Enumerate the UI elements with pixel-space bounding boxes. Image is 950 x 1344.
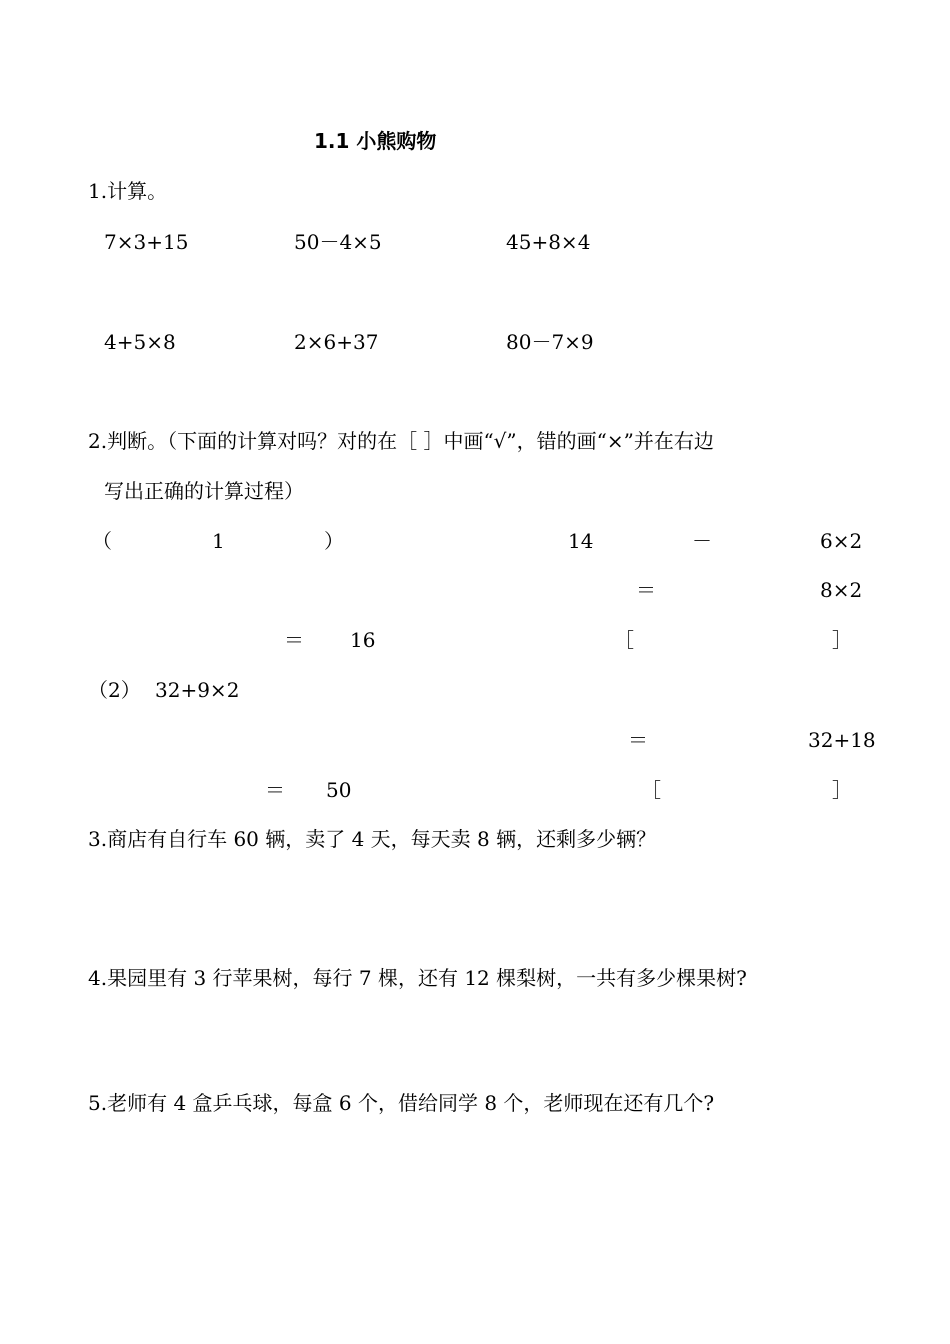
q3-text: 3.商店有自行车 60 辆，卖了 4 天，每天卖 8 辆，还剩多少辆？ (88, 827, 657, 851)
q4-text: 4.果园里有 3 行苹果树，每行 7 棵，还有 12 棵梨树，一共有多少棵果树? (88, 966, 747, 990)
q1-expr: 4+5×8 (104, 330, 176, 354)
q2-p1-answer-bracket-left[interactable]: ［ (614, 628, 634, 652)
q2-p2-result: 50 (326, 778, 352, 802)
q2-p1-operand: 14 (568, 529, 594, 553)
q2-p1-number: 1 (212, 529, 225, 553)
q2-p1-result: 16 (350, 628, 376, 652)
q2-p1-step: 8×2 (820, 578, 863, 602)
q2-p1-close-paren: ） (324, 529, 344, 553)
page-title: 1.1 小熊购物 (314, 129, 437, 153)
q2-p2-equals: ＝ (628, 728, 648, 752)
q2-p1-equals: ＝ (284, 628, 304, 652)
q2-p1-answer-bracket-right[interactable]: ］ (832, 628, 852, 652)
q1-expr: 80－7×9 (506, 330, 594, 354)
q2-p2-answer-bracket-left[interactable]: ［ (641, 778, 661, 802)
q2-p1-operand: 6×2 (820, 529, 863, 553)
q1-expr: 45+8×4 (506, 230, 591, 254)
q1-label: 1.计算。 (88, 179, 168, 203)
q2-p2-expr: 32+9×2 (155, 678, 240, 702)
q2-p2-answer-bracket-right[interactable]: ］ (832, 778, 852, 802)
q2-p2-step: 32+18 (808, 728, 876, 752)
q1-expr: 2×6+37 (294, 330, 379, 354)
q2-p1-open-paren: （ (92, 529, 112, 553)
q2-p2-equals: ＝ (265, 778, 285, 802)
q1-expr: 50－4×5 (294, 230, 382, 254)
q2-p1-minus: － (692, 529, 712, 553)
q2-p2-label: （2） (88, 678, 141, 702)
q2-label-cont: 写出正确的计算过程） (104, 479, 304, 503)
q2-p1-equals: ＝ (636, 578, 656, 602)
q1-expr: 7×3+15 (104, 230, 189, 254)
q2-label: 2.判断。（下面的计算对吗？对的在［ ］中画“√”，错的画“×”并在右边 (88, 429, 714, 453)
q5-text: 5.老师有 4 盒乒乓球，每盒 6 个，借给同学 8 个，老师现在还有几个? (88, 1091, 715, 1115)
